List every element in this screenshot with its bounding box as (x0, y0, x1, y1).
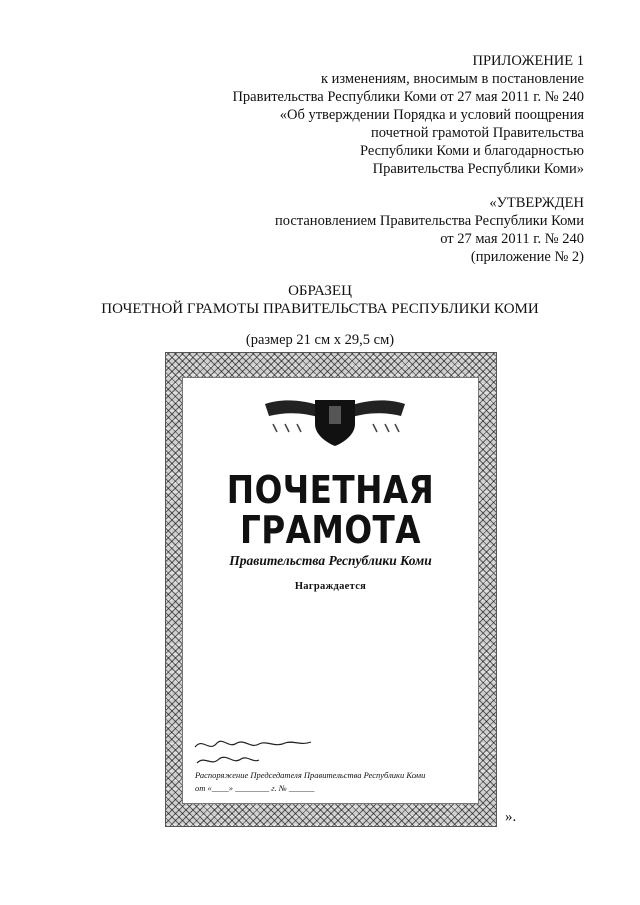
appendix-line: Правительства Республики Коми от 27 мая 2011 г. № 240 (232, 89, 584, 105)
appendix-block (232, 52, 584, 178)
approved-line: (приложение № 2) (470, 249, 584, 265)
certificate-title-line: ГРАМОТА (240, 508, 421, 552)
appendix-line: к изменениям, вносимым в постановление (320, 71, 584, 87)
appendix-line: почетной грамотой Правительства (371, 125, 584, 141)
sample-heading (0, 282, 640, 318)
sample-subtitle: ПОЧЕТНОЙ ГРАМОТЫ ПРАВИТЕЛЬСТВА РЕСПУБЛИКИ КОМИ (101, 301, 539, 317)
certificate-page (182, 377, 479, 804)
certificate-date-line: от «____» ________ г. № ______ (195, 783, 315, 793)
certificate-order-line: Распоряжение Председателя Правительства Республики Коми (195, 770, 426, 780)
approved-line: «УТВЕРЖДЕН (489, 195, 584, 211)
appendix-line: ПРИЛОЖЕНИЕ 1 (472, 53, 584, 69)
appendix-line: «Об утверждении Порядка и условий поощрения (279, 107, 584, 123)
certificate-title (204, 470, 458, 550)
approved-line: постановлением Правительства Республики Коми (275, 213, 584, 229)
appendix-line: Республики Коми и благодарностью (360, 143, 584, 159)
coat-of-arms-icon (263, 394, 407, 448)
approved-line: от 27 мая 2011 г. № 240 (440, 231, 584, 247)
appendix-line: Правительства Республики Коми» (372, 161, 584, 177)
approved-block (275, 194, 584, 266)
certificate-awarded: Награждается (294, 581, 367, 592)
certificate-image (165, 352, 497, 827)
size-note: (размер 21 см x 29,5 см) (245, 332, 395, 348)
certificate-title-line: ПОЧЕТНАЯ (226, 468, 435, 512)
signature-image (193, 735, 313, 769)
sample-title: ОБРАЗЕЦ (288, 283, 352, 299)
certificate-subtitle: Правительства Республики Коми (229, 553, 432, 568)
closing-quote: ». (505, 809, 517, 825)
